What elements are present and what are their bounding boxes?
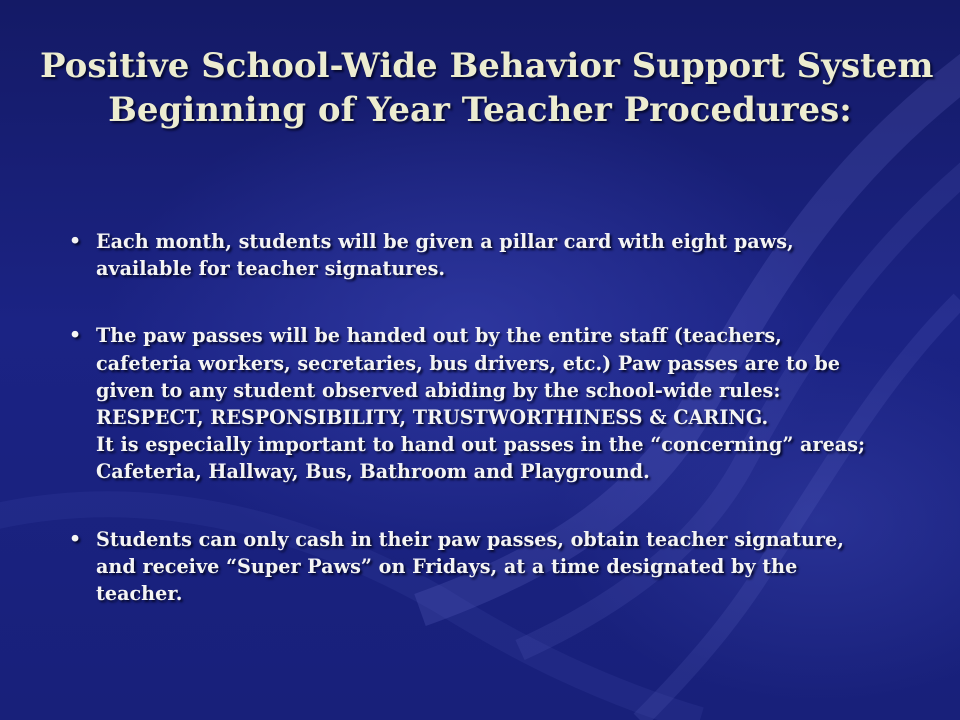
bullet-line: Each month, students will be given a pillar card with eight paws,	[96, 230, 794, 253]
bullet-text	[96, 228, 914, 282]
bullet-line: teacher.	[96, 582, 183, 606]
bullet-line: and receive “Super Paws” on Fridays, at a time designated by the	[96, 554, 798, 578]
bullet-line: given to any student observed abiding by the school-wide rules:	[96, 378, 781, 402]
bullet-dot-icon: •	[69, 527, 82, 550]
bullet-line: The paw passes will be handed out by the entire staff (teachers,	[96, 324, 782, 348]
bullet-item-paw-passes	[64, 322, 914, 485]
bullet-list	[64, 228, 914, 647]
slide-title	[40, 44, 934, 132]
bullet-dot-icon: •	[69, 230, 82, 252]
bullet-item-cash-in	[64, 526, 914, 608]
bullet-line: Cafeteria, Hallway, Bus, Bathroom and Playground.	[96, 460, 650, 484]
slide-title-line-1: Positive School-Wide Behavior Support System	[40, 46, 934, 86]
bullet-line: available for teacher signatures.	[96, 257, 446, 281]
bullet-line: RESPECT, RESPONSIBILITY, TRUSTWORTHINESS & CARING.	[96, 406, 769, 430]
bullet-text	[96, 526, 914, 608]
slide-title-line-2: Beginning of Year Teacher Procedures:	[108, 90, 852, 130]
bullet-line: It is especially important to hand out passes in the “concerning” areas;	[96, 433, 866, 457]
bullet-item-pillar-card	[64, 228, 914, 282]
bullet-line: cafeteria workers, secretaries, bus drivers, etc.) Paw passes are to be	[96, 351, 840, 375]
bullet-line: Students can only cash in their paw passes, obtain teacher signature,	[96, 527, 844, 551]
bullet-dot-icon: •	[69, 324, 82, 347]
bullet-text	[96, 322, 914, 485]
